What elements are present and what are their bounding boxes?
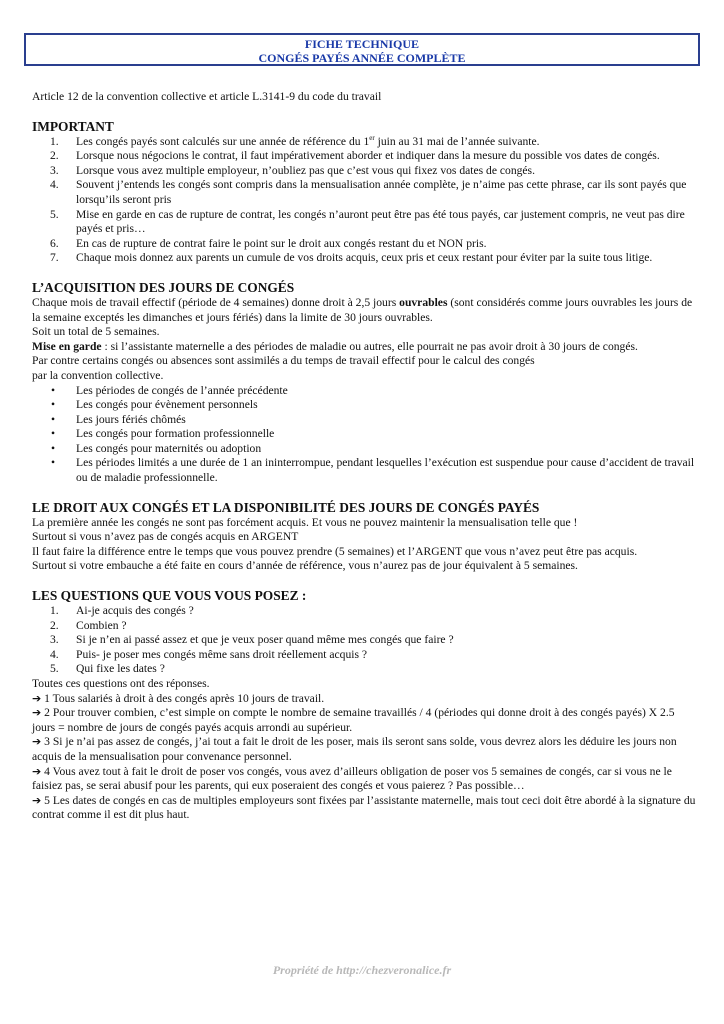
list-item: 4. Puis- je poser mes congés même sans droit réellement acquis ? (50, 647, 368, 661)
list-item: 5. Qui fixe les dates ? (50, 662, 165, 676)
arrow-icon: ➔ (32, 735, 42, 749)
arrow-icon: ➔ (32, 691, 42, 705)
answer-item: ➔ 5 Les dates de congés en cas de multiples employeurs sont fixées par l’assistante maternelle, mais tout ceci doit être abordé à la signature du contrat comme il est dit plus haut. (32, 793, 696, 822)
list-item: 1. Les congés payés sont calculés sur une année de référence du 1er juin au 31 mai de l’année suivante. (50, 133, 540, 148)
list-item: • Les jours fériés chômés (51, 412, 186, 426)
acquisition-heading: L’ACQUISITION DES JOURS DE CONGÉS (32, 279, 295, 295)
answer-item: ➔ 3 Si je n’ai pas assez de congés, j’ai tout a fait le droit de les poser, mais ils seront sans solde, vous devrez alors les déduire les jours non acquis de la mensualisation pour convenance personnel. (32, 735, 677, 763)
list-item: 3. Si je n’en ai passé assez et que je veux poser quand même mes congés que faire ? (50, 633, 454, 647)
answer-item: ➔ 1 Tous salariés à droit à des congés après 10 jours de travail. (32, 691, 325, 705)
answer-item: ➔ 2 Pour trouver combien, c’est simple on compte le nombre de semaine travaillés / 4 (périodes qui donne droit à des congés payés) X 2.5 jours = nombre de jours de congés payés acquis arrondi au supérieur. (32, 706, 675, 734)
droit-paragraph: La première année les congés ne sont pas forcément acquis. Et vous ne pouvez maintenir la mensualisation telle que ! (32, 515, 578, 529)
acquisition-warning: Mise en garde : si l’assistante maternelle a des périodes de maladie ou autres, elle pourrait ne pas avoir droit à 30 jours de congés. (32, 339, 638, 353)
list-item: • Les périodes de congés de l’année précédente (51, 383, 288, 397)
list-item: • Les congés pour évènement personnels (51, 398, 258, 412)
droit-heading: LE DROIT AUX CONGÉS ET LA DISPONIBILITÉ DES JOURS DE CONGÉS PAYÉS (32, 499, 540, 515)
title-line-1: FICHE TECHNIQUE (304, 37, 420, 51)
list-item: 6. En cas de rupture de contrat faire le point sur le droit aux congés restant du et NON pris. (50, 236, 487, 250)
intro-text: Article 12 de la convention collective et article L.3141-9 du code du travail (32, 90, 382, 103)
list-item: • Les périodes limités a une durée de 1 an ininterrompue, pendant lesquelles l’exécution est suspendue pour cause d’accident de travail ou de maladie professionnelle. (51, 456, 695, 485)
list-item: 7. Chaque mois donnez aux parents un cumule de vos droits acquis, ceux pris et ceux restant pour éviter par la suite tous litige. (50, 251, 653, 265)
document-title-box (24, 33, 700, 66)
list-item: • Les congés pour maternités ou adoption (51, 441, 262, 455)
droit-paragraph: Il faut faire la différence entre le temps que vous pouvez prendre (5 semaines) et l’ARGENT que vous n’avez peut être pas acquis. (32, 544, 638, 558)
list-item: 2. Combien ? (50, 618, 127, 632)
questions-list (32, 604, 696, 677)
list-item: 4. Souvent j’entends les congés sont compris dans la mensualisation année complète, je n’aime pas cette phrase, car ils sont payés que lorsqu’ils seront pris (50, 178, 687, 206)
acquisition-total: Soit un total de 5 semaines. (32, 325, 160, 339)
footer-watermark: Propriété de http://chezveronalice.fr (272, 963, 452, 977)
answers-intro: Toutes ces questions ont des réponses. (32, 677, 210, 690)
arrow-icon: ➔ (32, 764, 42, 778)
important-heading: IMPORTANT (32, 118, 114, 134)
droit-paragraph: Surtout si votre embauche a été faite en cours d’année de référence, vous n’aurez pas de jour équivalent à 5 semaines. (32, 559, 578, 573)
list-item: • Les congés pour formation professionnelle (51, 427, 275, 441)
list-item: 3. Lorsque vous avez multiple employeur, n’oubliez pas que c’est vous qui fixez vos dates de congés. (50, 163, 535, 177)
acquisition-note-2: par la convention collective. (32, 368, 164, 382)
arrow-icon: ➔ (32, 793, 42, 807)
document-body (32, 90, 696, 823)
acquisition-note: Par contre certains congés ou absences sont assimilés a du temps de travail effectif pour le calcul des congés (32, 354, 535, 368)
droit-paragraph: Surtout si vous n’avez pas de congés acquis en ARGENT (32, 530, 299, 544)
important-list (32, 135, 696, 266)
assimilated-periods-list (32, 384, 696, 486)
acquisition-paragraph: Chaque mois de travail effectif (période de 4 semaines) donne droit à 2,5 jours ouvrables (sont considérés comme jours ouvrables les jours de la semaine exceptés les dimanches et jours fériés) dans la limite de 30 jours ouvrables. (32, 295, 693, 324)
arrow-icon: ➔ (32, 706, 42, 720)
list-item: 2. Lorsque nous négocions le contrat, il faut impérativement aborder et indiquer dans la mesure du possible vos dates de congés. (50, 149, 660, 163)
list-item: 1. Ai-je acquis des congés ? (50, 604, 194, 618)
list-item: 5. Mise en garde en cas de rupture de contrat, les congés n’auront peut être pas été tous payés, car justement compris, ne veut pas dire payés et pris… (50, 207, 685, 236)
answer-item: ➔ 4 Vous avez tout à fait le droit de poser vos congés, vous avez d’ailleurs obligation de poser vos 5 semaines de congés, car si vous ne le faisiez pas, se serai abusif pour les parents, qui eux poseraient des congés et vous paierez ? Pas possible… (32, 764, 672, 793)
title-line-2: CONGÉS PAYÉS ANNÉE COMPLÈTE (258, 51, 466, 65)
questions-heading: LES QUESTIONS QUE VOUS VOUS POSEZ : (32, 588, 307, 604)
